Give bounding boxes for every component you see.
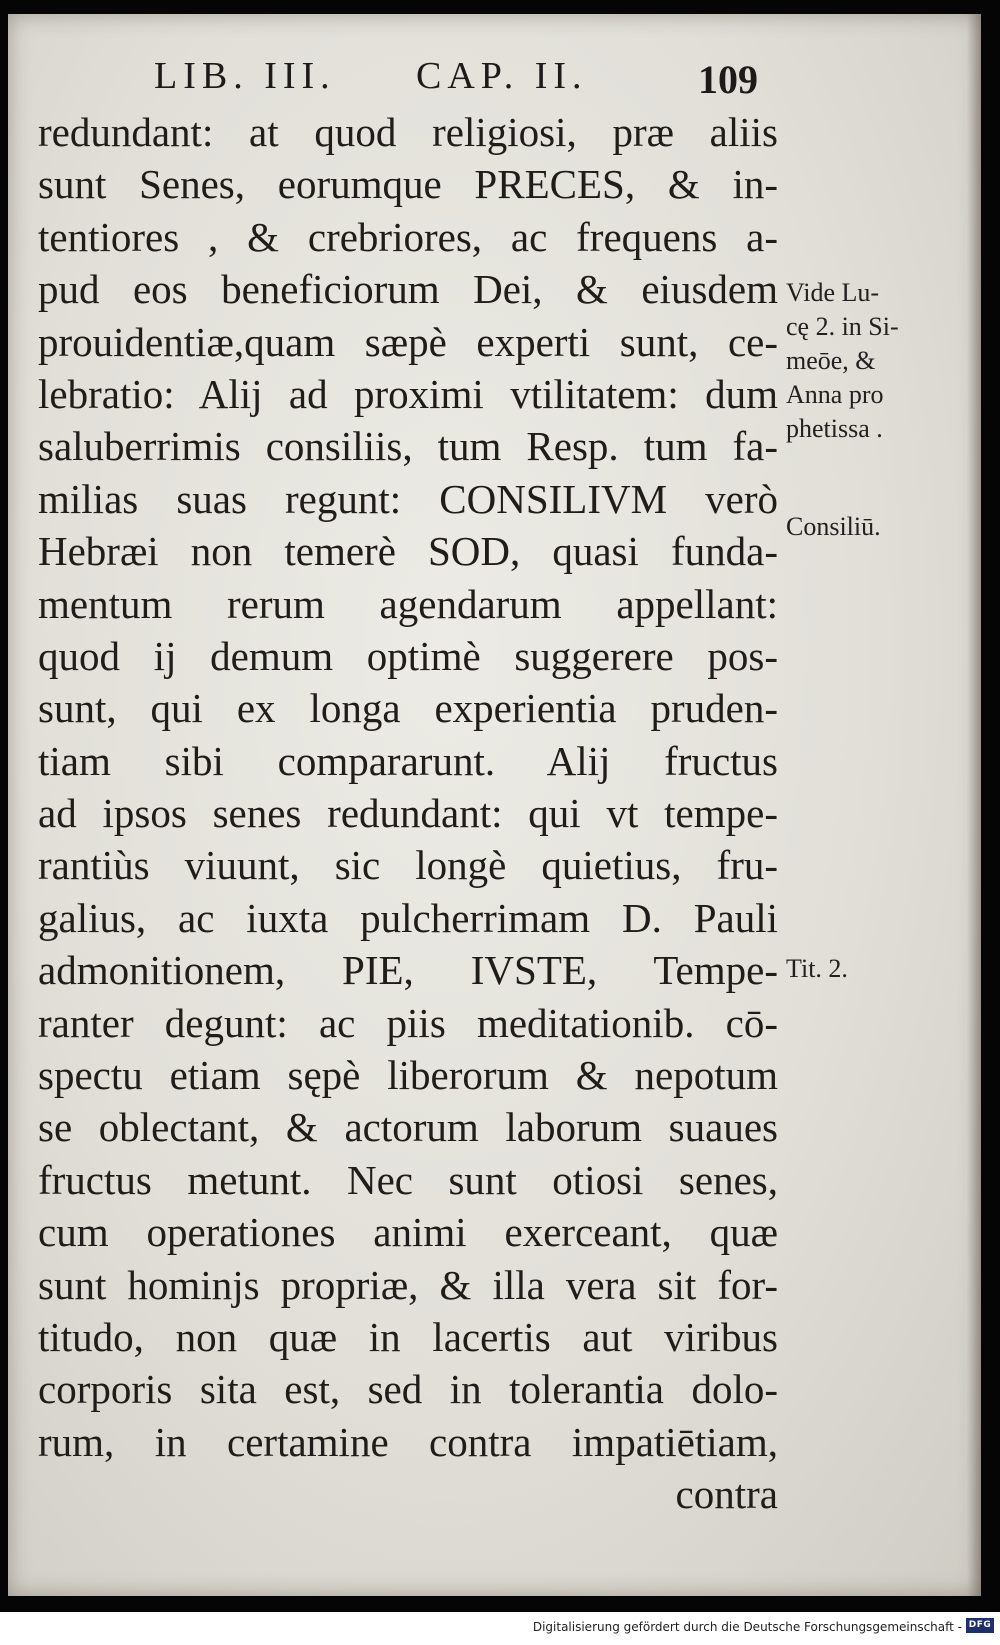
funding-credit: Digitalisierung gefördert durch die Deutsche Forschungsgemeinschaft - (532, 1620, 962, 1634)
text-line: corporis sita est, sed in tolerantia dolo- (38, 1366, 778, 1413)
text-line: rantiùs viuunt, sic longè quietius, fru- (38, 842, 778, 889)
text-line: tentiores , & crebriores, ac frequens a- (38, 213, 778, 260)
text-line: titudo, non quæ in lacertis aut viribus (38, 1313, 778, 1360)
text-line: sunt Senes, eorumque PRECES, & in- (38, 161, 778, 208)
text-line: ranter degunt: ac piis meditationib. cō- (38, 999, 778, 1046)
text-line: ad ipsos senes redundant: qui vt tempe- (38, 790, 778, 837)
text-line: sunt hominjs propriæ, & illa vera sit for- (38, 1261, 778, 1308)
footer-band (0, 1612, 1000, 1645)
book-page (8, 14, 981, 1596)
text-line: milias suas regunt: CONSILIVM verò (38, 475, 778, 522)
running-head (8, 42, 981, 102)
text-line: redundant: at quod religiosi, præ aliis (38, 109, 778, 155)
running-head-chapter: CAP. II. (416, 55, 588, 97)
margin-note-titus: Tit. 2. (786, 954, 848, 983)
running-head-book: LIB. III. (154, 55, 336, 97)
catchword: contra (675, 1471, 778, 1518)
dfg-logo: DFG (966, 1618, 994, 1633)
text-line: sunt, qui ex longa experientia pruden- (38, 685, 778, 732)
text-line: pud eos beneficiorum Dei, & eiusdem (38, 266, 778, 313)
text-line: spectu etiam sępè liberorum & nepotum (38, 1052, 778, 1099)
page-number: 109 (698, 57, 758, 102)
text-line: cum operationes animi exerceant, quæ (38, 1209, 778, 1256)
text-line: tiam sibi compararunt. Alij fructus (38, 737, 778, 784)
text-line: mentum rerum agendarum appellant: (38, 580, 778, 627)
text-line: quod ij demum optimè suggerere pos- (38, 632, 778, 679)
page-edge-shadow (967, 14, 981, 1596)
text-line: se oblectant, & actorum laborum suaues (38, 1104, 778, 1151)
text-line: galius, ac iuxta pulcherrimam D. Pauli (38, 894, 778, 941)
text-line: prouidentiæ,quam sæpè experti sunt, ce- (38, 318, 778, 365)
margin-note-reference: Vide Lu- cę 2. in Si- meōe, & Anna pro phetissa . (786, 278, 899, 443)
text-line: Hebræi non temerè SOD, quasi funda- (38, 528, 778, 575)
text-line: fructus metunt. Nec sunt otiosi senes, (38, 1156, 778, 1203)
text-line: rum, in certamine contra impatiētiam, (38, 1418, 778, 1465)
margin-note-consilium: Consiliū. (786, 512, 881, 541)
text-line: admonitionem, PIE, IVSTE, Tempe- (38, 947, 778, 994)
main-text-block (38, 106, 778, 1521)
text-line: saluberrimis consiliis, tum Resp. tum fa- (38, 423, 778, 470)
text-line: lebratio: Alij ad proximi vtilitatem: dum (38, 370, 778, 417)
